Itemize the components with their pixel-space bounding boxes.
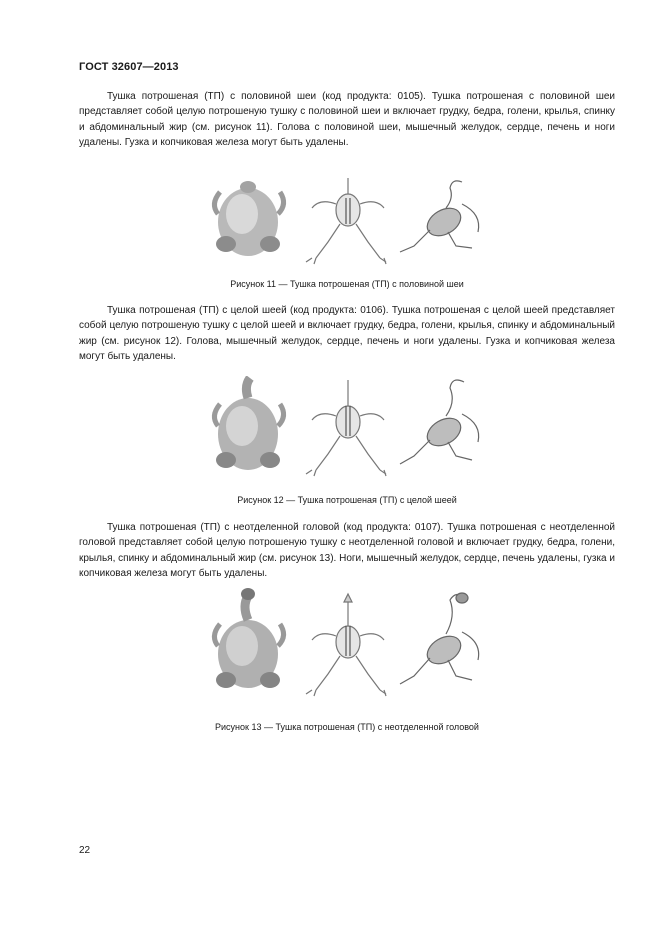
figure-with-head [200, 588, 500, 683]
skeleton-front-diagram [306, 594, 386, 696]
skeleton-side-diagram [400, 593, 479, 684]
carcass-photo [214, 588, 283, 688]
skeleton-side-diagram [400, 181, 479, 252]
caption-figure-12: Рисунок 12 — Тушка потрошеная (ТП) с целой шеей [237, 495, 457, 505]
paragraph-whole-neck: Тушка потрошеная (ТП) с целой шеей (код продукта: 0106). Тушка потрошеная с целой шеей представляет собой целую потрошеную тушку с целой шеей и включает грудку, бедра, голени, крылья, спинку и абдоминальный жир (см. рисунок 12). Голова, мышечный желудок, сердце, печень и ноги удалены. Гузка и копчиковая железа могут быть удалены. [79, 305, 615, 362]
figure-half-neck [200, 174, 500, 269]
paragraph-half-neck: Тушка потрошеная (ТП) с половиной шеи (код продукта: 0105). Тушка потрошеная с половиной шеи представляет собой целую потрошеную тушку с половиной шеи и включает грудку, бедра, голени, крылья, спинку и абдоминальный жир (см. рисунок 11). Голова с половиной шеи, мышечный желудок, сердце, печень и ноги удалены. Гузка и копчиковая железа могут быть удалены. [79, 91, 615, 148]
skeleton-front-diagram [306, 178, 386, 264]
skeleton-front-diagram [306, 380, 386, 476]
carcass-photo [214, 181, 283, 256]
skeleton-side-diagram [400, 380, 479, 464]
page-number: 22 [79, 845, 91, 856]
caption-figure-13: Рисунок 13 — Тушка потрошеная (ТП) с неотделенной головой [215, 722, 479, 732]
caption-figure-11: Рисунок 11 — Тушка потрошеная (ТП) с половиной шеи [230, 279, 464, 289]
document-header: ГОСТ 32607—2013 [79, 61, 179, 73]
paragraph-with-head: Тушка потрошеная (ТП) с неотделенной головой (код продукта: 0107). Тушка потрошеная с неотделенной головой представляет собой целую потрошеную тушку с неотделенной головой и включает грудку, бедра, голени, крылья, спинку и абдоминальный жир (см. рисунок 13). Ноги, мышечный желудок, сердце, печень удалены, гузка и копчиковая железа могут быть удалены. [79, 522, 615, 579]
figure-whole-neck [200, 376, 500, 471]
carcass-photo [214, 378, 283, 470]
